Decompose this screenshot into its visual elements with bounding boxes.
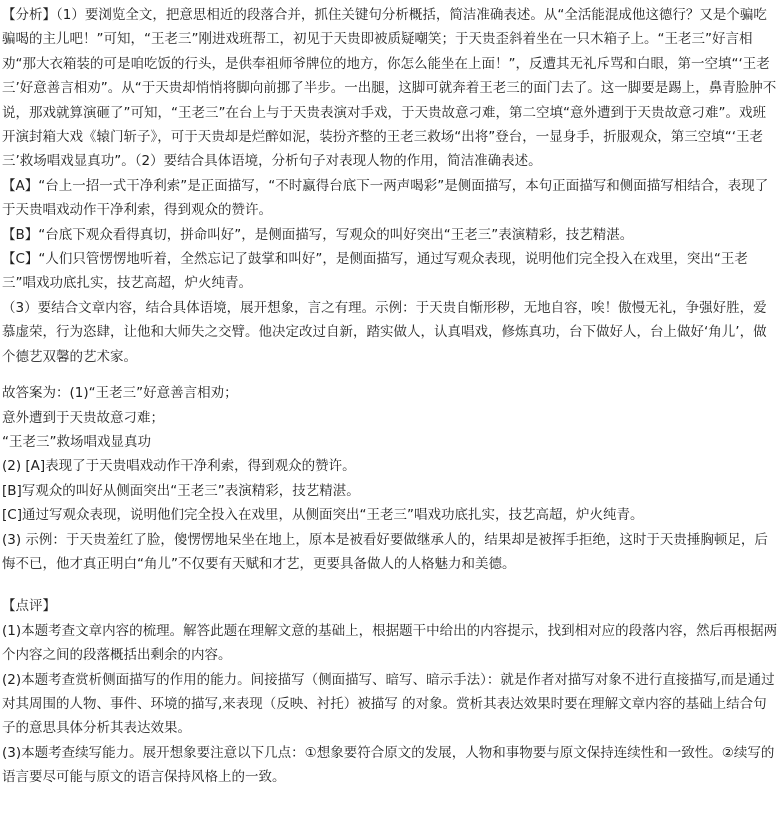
answer-line-4: (2) [A]表现了于天贵唱戏动作干净利索，得到观众的赞许。	[2, 458, 356, 475]
comment-title: 【点评】	[2, 598, 56, 615]
answer-line-2: 意外遭到于天贵故意刁难；	[2, 409, 164, 426]
spacer	[2, 576, 778, 594]
comment-item-1: (1)本题考查文章内容的梳理。解答此题在理解文意的基础上，根据题干中给出的内容提示，找到相对应的段落内容，然后再根据两个内容之间的段落概括出剩余的内容。	[2, 622, 778, 664]
answer-line-1: 故答案为：(1)“王老三”好意善言相劝；	[2, 385, 238, 402]
comment-item-2: (2)本题考查赏析侧面描写的作用的能力。间接描写（侧面描写、暗写、暗示手法）：就是作者对描写对象不进行直接描写,而是通过对其周围的人物、事件、环境的描写,来表现（反映、衬托）被描写 的对象。赏析其表达效果时要在理解文章内容的基础上结合句子的意思具体分析其表达效果。	[2, 671, 775, 737]
spacer	[2, 369, 778, 381]
analysis-paragraph-3: （3）要结合文章内容，结合具体语境，展开想象，言之有理。示例：于天贵自惭形秽，无地自容，唉！傲慢无礼，争强好胜，爱慕虚荣，行为恣肆，让他和大师失之交臂。他决定改过自新，踏实做人，认真唱戏，修炼真功，台下做好人，台上做好‘角儿’，做个德艺双馨的艺术家。	[2, 299, 767, 365]
analysis-item-b: 【B】“台底下观众看得真切，拼命叫好”，是侧面描写，写观众的叫好突出“王老三”表演精彩，技艺精湛。	[2, 226, 634, 243]
analysis-item-a: 【A】“台上一招一式干净利索”是正面描写，“不时赢得台底下一两声喝彩”是侧面描写，本句正面描写和侧面描写相结合，表现了于天贵唱戏动作干净利索，得到观众的赞许。	[2, 177, 769, 219]
answer-line-6: [C]通过写观众表现，说明他们完全投入在戏里，从侧面突出“王老三”唱戏功底扎实，技艺高超，炉火纯青。	[2, 507, 644, 524]
comment-item-3: (3)本题考查续写能力。展开想象要注意以下几点：①想象要符合原文的发展，人物和事物要与原文保持连续性和一致性。②续写的语言要尽可能与原文的语言保持风格上的一致。	[2, 744, 775, 786]
analysis-item-c: 【C】“人们只管愣愣地听着，全然忘记了鼓掌和叫好”，是侧面描写，通过写观众表现，说明他们完全投入在戏里，突出“王老三”唱戏功底扎实，技艺高超，炉火纯青。	[2, 251, 748, 292]
solution-document	[2, 3, 778, 790]
answer-line-5: [B]写观众的叫好从侧面突出“王老三”表演精彩，技艺精湛。	[2, 482, 360, 499]
answer-line-7: (3) 示例：于天贵羞红了脸，傻愣愣地呆坐在地上，原本是被看好要做继承人的，结果却是被挥手拒绝，这时于天贵捶胸顿足，后悔不已，他才真正明白“角儿”不仅要有天赋和才艺，更要具备做人的人格魅力和美德。	[2, 531, 768, 572]
analysis-paragraph-1: 【分析】（1）要浏览全文，把意思相近的段落合并，抓住关键句分析概括，简洁准确表述。从“全活能混成他这德行？又是个骗吃骗喝的主儿吧！”可知，“王老三”刚进戏班帮工，初见于天贵即被质疑嘲笑；于天贵歪斜着坐在一只木箱子上。“王老三”好言相劝“那大衣箱装的可是咱吃饭的行头，是供奉祖师爷牌位的地方，你怎么能坐在上面！”，反遭其无礼斥骂和白眼，第一空填“‘王老三’好意善言相劝”。从“于天贵却悄悄将脚向前挪了半步。一出腿，这脚可就奔着王老三的面门去了。这一脚要是踢上，鼻青脸肿不说，那戏就算演砸了”可知，“王老三”在台上与于天贵表演对手戏，于天贵故意刁难，第二空填“意外遭到于天贵故意刁难”。戏班开演封箱大戏《辕门斩子》，可于天贵却是烂醉如泥，装扮齐整的王老三救场“出将”登台，一显身手，折服观众，第三空填“‘王老三’救场唱戏显真功”。（2）要结合具体语境，分析句子对表现人物的作用，简洁准确表述。	[2, 7, 777, 170]
answer-line-3: “王老三”救场唱戏显真功	[2, 433, 151, 450]
